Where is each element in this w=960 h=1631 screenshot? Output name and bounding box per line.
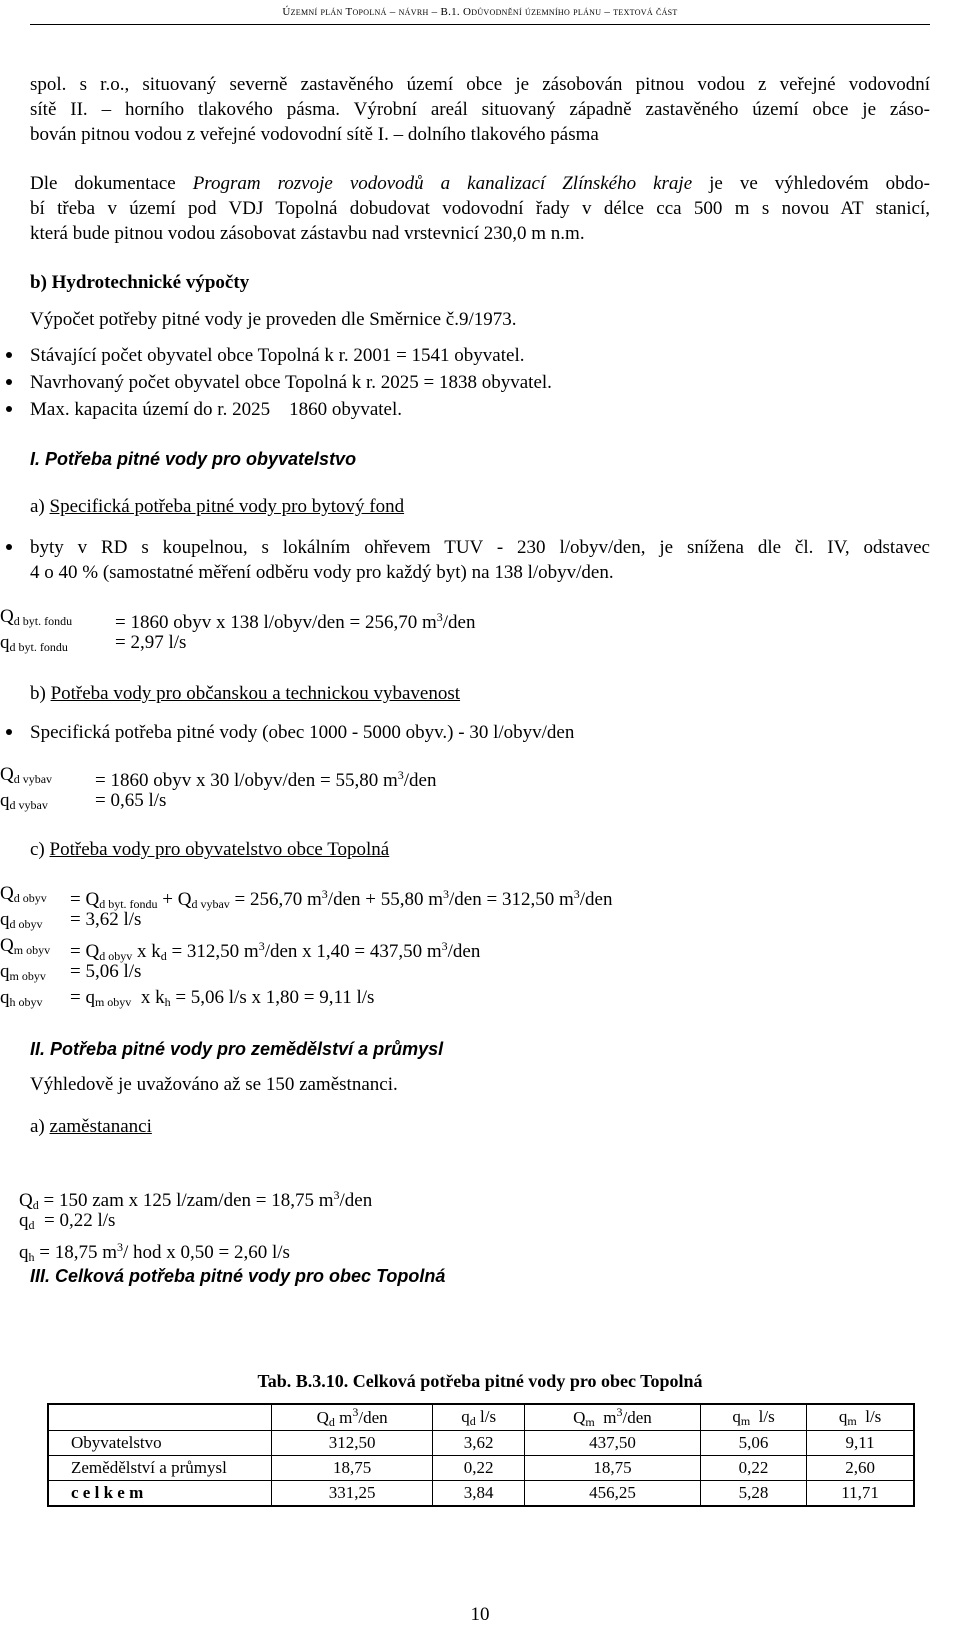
table-cell: 5,28	[700, 1481, 806, 1507]
header-rule	[30, 24, 930, 25]
part-2-intro: Výhledově je uvažováno až se 150 zaměstnanci.	[30, 1074, 398, 1095]
col-header-Qm: $Q_m$ $m^3$/den	[525, 1404, 701, 1431]
bullet-icon	[6, 352, 12, 358]
table-cell: 437,50	[525, 1431, 701, 1456]
table-cell: 0,22	[700, 1456, 806, 1481]
part-1a-title-text: Specifická potřeba pitné vody pro bytový fond	[49, 496, 405, 517]
bullet-icon	[6, 544, 12, 550]
part-1c-title: c) Potřeba vody pro obyvatelstvo obce Topolná	[30, 839, 390, 860]
part-1a-bullet-line-2: 4 o 40 % (samostatné měření odběru vody pro každý byt) na 138 l/obyv/den.	[30, 562, 614, 583]
program-text: Dle dokumentace	[30, 173, 193, 194]
section-b-heading: b) Hydrotechnické výpočty	[30, 272, 250, 293]
table-cell: 3,84	[433, 1481, 525, 1507]
table-row	[48, 1456, 914, 1481]
part-1b-bullet: Specifická potřeba pitné vody (obec 1000 - 5000 obyv.) - 30 l/obyv/den	[30, 722, 575, 743]
program-line-2: bí třeba v území pod VDJ Topolná dobudovat vodovodní řady v délce cca 500 m s novou AT stanicí,	[30, 198, 930, 219]
part-1a-prefix: a)	[30, 496, 50, 517]
table-cell: 312,50	[272, 1431, 433, 1456]
table-header-empty	[48, 1404, 272, 1431]
bullet-icon	[6, 379, 12, 385]
eq-Qd-vybav: $Q_{d vybav}$ = 1860 obyv x 30 l/obyv/den = 55,80 $m^3$/den	[0, 764, 437, 791]
eq-qd-vybav: $q_{d vybav}$ = 0,65 l/s	[0, 790, 167, 812]
capacity-max: Max. kapacita území do r. 2025 1860 obyvatel.	[30, 399, 402, 420]
row-label: Zemědělství a průmysl	[48, 1456, 272, 1481]
table-cell: 2,60	[807, 1456, 914, 1481]
part-1-heading: I. Potřeba pitné vody pro obyvatelstvo	[30, 449, 357, 469]
part-2a-title: a) zaměstananci	[30, 1116, 152, 1137]
eq-Qm-obyv: $Q_{m obyv}$ = $Q_{d obyv}$ x $k_d = 312,50$ $m^3$/den x 1,40 = 437,50 $m^3$/den	[0, 935, 481, 963]
eq-qh-obyv: $q_{h obyv}$ = $q_{m obyv}$ x $k_h = 5,06$ l/s x 1,80 = 9,11 l/s	[0, 987, 375, 1009]
eq-Qd-zam: $Q_d = 150$ zam x 125 l/zam/den = 18,75 $m^3$/den	[19, 1188, 373, 1212]
table-cell: 9,11	[807, 1431, 914, 1456]
table-caption: Tab. B.3.10. Celková potřeba pitné vody pro obec Topolná	[257, 1371, 703, 1391]
table-cell: 11,71	[807, 1481, 914, 1507]
row-label-total: c e l k e m	[48, 1481, 272, 1507]
population-proposed: Navrhovaný počet obyvatel obce Topolná k r. 2025 = 1838 obyvatel.	[30, 372, 552, 393]
eq-qh-zam: $q_h = 18,75$ $m^3/$ hod x 0,50 = 2,60 l/s	[19, 1240, 290, 1264]
eq-Qd-byt-fondu: $Q_{d byt. fondu}$ = 1860 obyv x 138 l/obyv/den = 256,70 $m^3$/den	[0, 606, 476, 633]
intro-line-2: sítě II. – horního tlakového pásma. Výrobní areál situovaný západně zastavěného území obce je záso-	[30, 99, 930, 120]
intro-line-1: spol. s r.o., situovaný severně zastavěného území obce je zásobován pitnou vodou z veřejné vodovodní	[30, 74, 930, 95]
table-cell: 3,62	[433, 1431, 525, 1456]
row-label: Obyvatelstvo	[48, 1431, 272, 1456]
eq-qm-obyv: $q_{m obyv}$ = 5,06 l/s	[0, 961, 142, 983]
table-cell: 0,22	[433, 1456, 525, 1481]
part-1a-title	[30, 494, 404, 519]
program-text-cont: je ve výhledovém obdo-	[692, 173, 930, 194]
col-header-Qd: $Q_d$ $m^3$/den	[272, 1404, 433, 1431]
section-b-intro: Výpočet potřeby pitné vody je proveden dle Směrnice č.9/1973.	[30, 309, 517, 330]
table-row	[48, 1431, 914, 1456]
part-3-heading: III. Celková potřeba pitné vody pro obec Topolná	[30, 1266, 446, 1286]
program-line-1	[30, 171, 930, 196]
program-document-title: Program rozvoje vodovodů a kanalizací Zlínského kraje	[192, 173, 693, 194]
intro-line-3: bován pitnou vodou z veřejné vodovodní sítě I. – dolního tlakového pásma	[30, 124, 599, 145]
col-header-qm: $q_m$ l/s	[700, 1404, 806, 1431]
col-header-qm-2: $q_m$ l/s	[807, 1404, 914, 1431]
part-2-heading: II. Potřeba pitné vody pro zemědělství a průmysl	[30, 1039, 444, 1059]
bullet-icon	[6, 406, 12, 412]
running-header: Územní plán Topolná – návrh – B.1. Odůvodnění územního plánu – textová část	[282, 6, 678, 18]
part-1a-bullet-line-1: byty v RD s koupelnou, s lokálním ohřevem TUV - 230 l/obyv/den, je snížena dle čl. IV, odstavec	[30, 537, 930, 558]
eq-qd-zam: $q_d = 0,22$ l/s	[19, 1210, 116, 1232]
table-cell: 456,25	[525, 1481, 701, 1507]
table-cell: 331,25	[272, 1481, 433, 1507]
col-header-qd: $q_d$ l/s	[433, 1404, 525, 1431]
eq-qd-obyv: $q_{d obyv}$ = 3,62 l/s	[0, 909, 142, 931]
table-header-row	[48, 1404, 914, 1431]
part-1b-title: b) Potřeba vody pro občanskou a technickou vybavenost	[30, 683, 461, 704]
table-cell: 5,06	[700, 1431, 806, 1456]
population-current: Stávající počet obyvatel obce Topolná k r. 2001 = 1541 obyvatel.	[30, 345, 525, 366]
page-number: 10	[470, 1604, 490, 1625]
eq-Qd-obyv: $Q_{d obyv}$ = $Q_{d byt. fondu} + Q_{d vybav} = 256,70$ $m^3$/den + 55,80 $m^3$/den = 312,50 $m^3$/den	[0, 883, 613, 911]
table-cell: 18,75	[525, 1456, 701, 1481]
table-cell: 18,75	[272, 1456, 433, 1481]
eq-qd-byt-fondu: $q_{d byt. fondu}$ = 2,97 l/s	[0, 632, 187, 654]
program-line-3: která bude pitnou vodou zásobovat zástavbu nad vrstevnicí 230,0 m n.m.	[30, 223, 585, 244]
bullet-icon	[6, 729, 12, 735]
table-row-total	[48, 1481, 914, 1507]
water-demand-table	[47, 1403, 915, 1507]
